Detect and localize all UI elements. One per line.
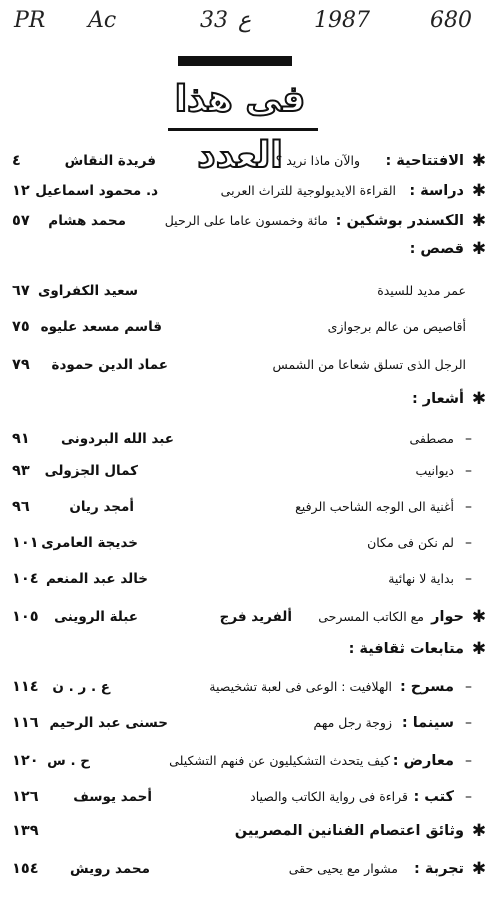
entry-author: عبد الله البردونى bbox=[61, 431, 174, 447]
toc-section bbox=[12, 386, 488, 412]
bullet-star-icon: ✱ bbox=[471, 389, 487, 409]
entry-author: خالد عبد المنعم bbox=[45, 571, 148, 587]
toc-entry[interactable] bbox=[12, 208, 488, 234]
toc-entry[interactable] bbox=[12, 748, 488, 774]
toc-entry[interactable] bbox=[12, 314, 488, 340]
entry-dash: – bbox=[465, 715, 472, 731]
entry-dash: – bbox=[465, 431, 472, 447]
section-heading: قصص : bbox=[409, 241, 464, 257]
entry-page: ١٥٤ bbox=[12, 861, 39, 877]
toc-entry[interactable] bbox=[12, 566, 488, 592]
entry-author: محمد رويش bbox=[70, 861, 150, 877]
toc-section bbox=[12, 636, 488, 662]
bullet-star-icon: ✱ bbox=[471, 151, 487, 171]
entry-title: القراءة الايديولوجية للتراث العربى bbox=[220, 183, 396, 198]
entry-page: ١٠١ bbox=[12, 535, 39, 551]
handnote-letter: ع bbox=[238, 8, 252, 33]
handnote-year: 1987 bbox=[314, 8, 370, 33]
entry-page: ١١٤ bbox=[12, 679, 39, 695]
entry-page: ١٣٩ bbox=[12, 823, 39, 839]
entry-author: كمال الجزولى bbox=[44, 463, 138, 479]
entry-page: ٧٥ bbox=[12, 319, 30, 335]
bullet-star-icon: ✱ bbox=[471, 639, 487, 659]
entry-title: الرجل الذى تسلق شعاعا من الشمس bbox=[272, 357, 466, 372]
entry-page: ٦٧ bbox=[12, 283, 30, 299]
handnote-number: 680 bbox=[430, 8, 472, 33]
toc-entry[interactable] bbox=[12, 426, 488, 452]
entry-author: عماد الدين حمودة bbox=[51, 357, 168, 373]
entry-page: ١٢ bbox=[12, 183, 30, 199]
entry-author: سعيد الكفراوى bbox=[38, 283, 138, 299]
bullet-star-icon: ✱ bbox=[471, 211, 487, 231]
entry-author: خديجة العامرى bbox=[41, 535, 138, 551]
bullet-star-icon: ✱ bbox=[471, 607, 487, 627]
entry-author: أحمد يوسف bbox=[73, 789, 152, 805]
toc-entry[interactable] bbox=[12, 710, 488, 736]
entry-title: مائة وخمسون عاما على الرحيل bbox=[164, 213, 328, 228]
page-title: فى هذا العدد bbox=[174, 79, 306, 176]
entry-title: مع الكاتب المسرحى bbox=[318, 609, 424, 624]
entry-label: حوار bbox=[431, 609, 464, 625]
entry-label: سينما : bbox=[401, 715, 454, 731]
entry-author: ح . س bbox=[47, 753, 90, 769]
toc-entry[interactable] bbox=[12, 818, 488, 844]
entry-page: ٧٩ bbox=[12, 357, 30, 373]
entry-label: الافتتاحية : bbox=[385, 153, 464, 169]
entry-label: كتب : bbox=[413, 789, 454, 805]
toc-entry[interactable] bbox=[12, 784, 488, 810]
entry-title: والآن ماذا نريد ؟ bbox=[275, 153, 360, 168]
entry-title: الهلافيت : الوعى فى لعبة تشخيصية bbox=[209, 679, 392, 694]
entry-page: ١٠٥ bbox=[12, 609, 39, 625]
toc-entry[interactable] bbox=[12, 458, 488, 484]
entry-label: دراسة : bbox=[409, 183, 464, 199]
entry-page: ٤ bbox=[12, 153, 21, 169]
toc-entry[interactable] bbox=[12, 352, 488, 378]
entry-title: بداية لا نهائية bbox=[388, 571, 454, 586]
entry-title: عمر مديد للسيدة bbox=[377, 283, 466, 298]
handnote-code: PR bbox=[14, 8, 46, 33]
entry-dash: – bbox=[465, 535, 472, 551]
entry-page: ١٢٦ bbox=[12, 789, 39, 805]
entry-title: زوجة رجل مهم bbox=[313, 715, 392, 730]
entry-author: فريدة النقاش bbox=[64, 153, 156, 169]
entry-title: لم نكن فى مكان bbox=[367, 535, 454, 550]
entry-page: ٩٣ bbox=[12, 463, 30, 479]
entry-dash: – bbox=[465, 463, 472, 479]
entry-title: أقاصيص من عالم برجوازى bbox=[327, 319, 466, 334]
bullet-star-icon: ✱ bbox=[471, 859, 487, 879]
toc-entry[interactable] bbox=[12, 148, 488, 174]
bullet-star-icon: ✱ bbox=[471, 821, 487, 841]
bullet-star-icon: ✱ bbox=[471, 181, 487, 201]
entry-label: معارض : bbox=[392, 753, 454, 769]
handnote-number: 33 bbox=[200, 8, 228, 33]
entry-label: الكسندر بوشكين : bbox=[335, 213, 464, 229]
toc-entry[interactable] bbox=[12, 604, 488, 630]
section-heading: أشعار : bbox=[411, 391, 464, 407]
section-heading: متابعات ثقافية : bbox=[348, 641, 464, 657]
entry-author: عبلة الروينى bbox=[54, 609, 138, 625]
toc-section bbox=[12, 236, 488, 262]
entry-title: أغنية الى الوجه الشاحب الرفيع bbox=[295, 499, 454, 514]
entry-title: قراءة فى رواية الكاتب والصياد bbox=[250, 789, 408, 804]
toc-entry[interactable] bbox=[12, 278, 488, 304]
entry-title: كيف يتحدث التشكيليون عن فنهم التشكيلى bbox=[169, 753, 390, 768]
entry-page: ٩١ bbox=[12, 431, 30, 447]
entry-title: مصطفى bbox=[409, 431, 454, 446]
entry-author: أمجد ريان bbox=[69, 499, 134, 515]
entry-label: وثائق اعتصام الفنانين المصريين bbox=[234, 823, 464, 839]
bullet-star-icon: ✱ bbox=[471, 239, 487, 259]
toc-entry[interactable] bbox=[12, 494, 488, 520]
entry-label: تجربة : bbox=[414, 861, 464, 877]
entry-page: ١١٦ bbox=[12, 715, 39, 731]
entry-page: ٥٧ bbox=[12, 213, 30, 229]
toc-entry[interactable] bbox=[12, 674, 488, 700]
entry-label: مسرح : bbox=[399, 679, 454, 695]
entry-dash: – bbox=[465, 571, 472, 587]
entry-title: ديوانيب bbox=[415, 463, 454, 478]
entry-title: مشوار مع يحيى حقى bbox=[288, 861, 398, 876]
entry-page: ١٠٤ bbox=[12, 571, 39, 587]
entry-dash: – bbox=[465, 789, 472, 805]
handnote-code: Ac bbox=[88, 8, 117, 33]
entry-author: قاسم مسعد عليوه bbox=[40, 319, 162, 335]
toc-entry[interactable] bbox=[12, 178, 488, 204]
entry-author: د. محمود اسماعيل bbox=[35, 183, 158, 199]
entry-dash: – bbox=[465, 499, 472, 515]
entry-page: ٩٦ bbox=[12, 499, 30, 515]
entry-author: حسنى عبد الرحيم bbox=[49, 715, 168, 731]
entry-subject: ألفريد فرج bbox=[219, 609, 292, 625]
entry-author: محمد هشام bbox=[48, 213, 126, 229]
entry-author: ع . ر . ن bbox=[52, 679, 110, 695]
entry-dash: – bbox=[465, 753, 472, 769]
toc-entry[interactable] bbox=[12, 856, 488, 882]
entry-dash: – bbox=[465, 679, 472, 695]
entry-page: ١٢٠ bbox=[12, 753, 39, 769]
toc-entry[interactable] bbox=[12, 530, 488, 556]
